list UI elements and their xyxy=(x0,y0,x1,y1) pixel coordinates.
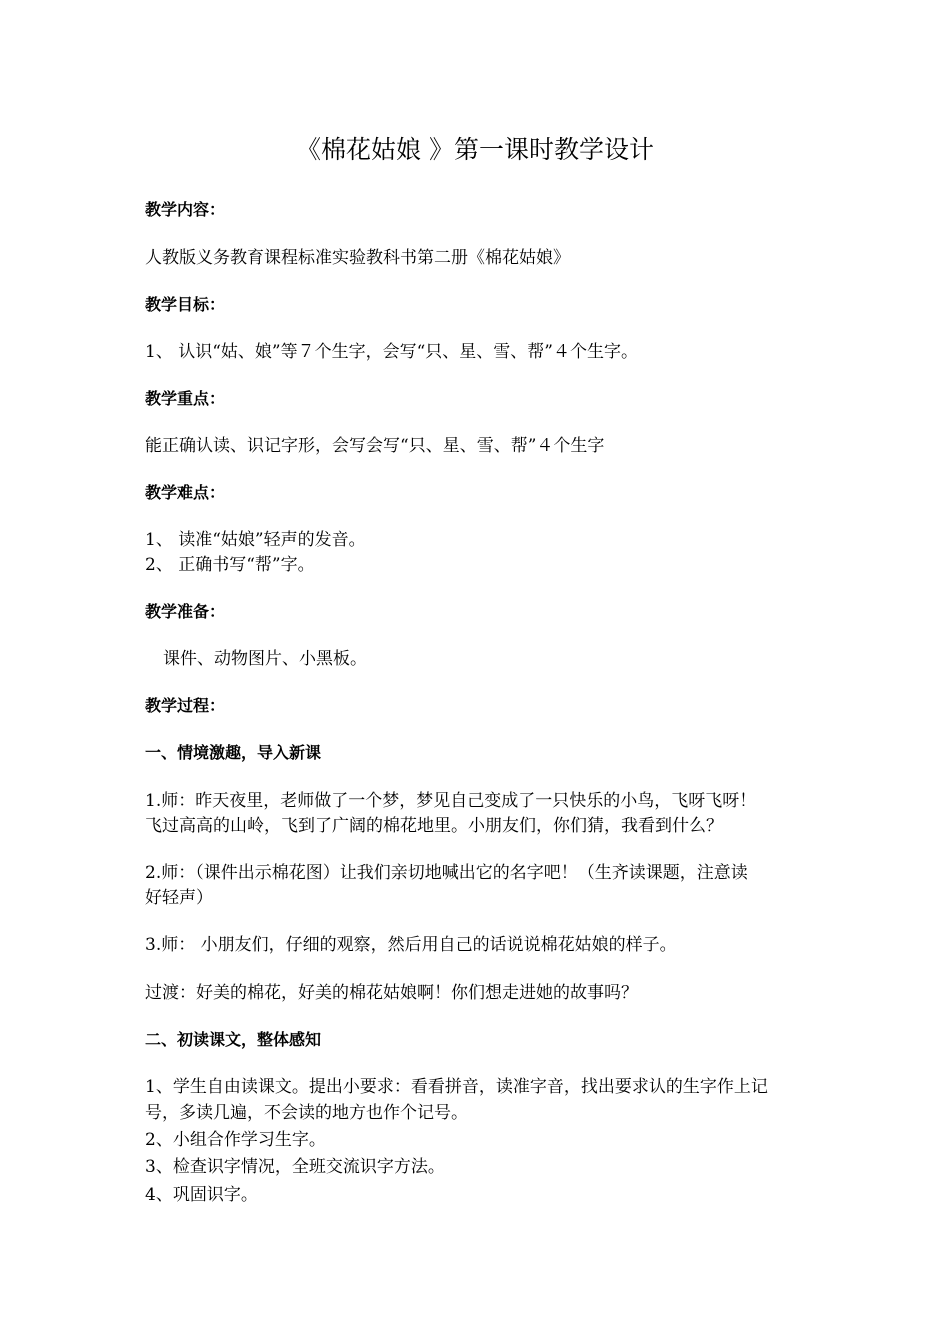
content-text: 人教版义务教育课程标准实验教科书第二册《棉花姑娘》 xyxy=(145,248,570,268)
page-title: 《棉花姑娘 》第一课时教学设计 xyxy=(296,135,654,164)
key-heading: 教学重点： xyxy=(145,389,226,408)
section1-paragraph-1-line-2: 飞过高高的山岭，飞到了广阔的棉花地里。小朋友们，你们猜，我看到什么？ xyxy=(145,816,723,836)
goal-item-1: 1、 认识“姑、娘”等７个生字，会写“只、星、雪、帮”４个生字。 xyxy=(145,342,638,362)
section2-heading: 二、初读课文，整体感知 xyxy=(145,1030,322,1049)
section2-paragraph-4: 4、巩固识字。 xyxy=(145,1185,258,1205)
process-heading: 教学过程： xyxy=(145,696,226,715)
section1-paragraph-2-line-1: 2.师：（课件出示棉花图）让我们亲切地喊出它的名字吧！（生齐读课题，注意读 xyxy=(145,863,748,883)
difficulty-item-1: 1、 读准“姑娘”轻声的发音。 xyxy=(145,530,366,550)
prep-text: 课件、动物图片、小黑板。 xyxy=(163,649,367,669)
goal-heading: 教学目标： xyxy=(145,295,226,314)
section2-paragraph-2: 2、小组合作学习生字。 xyxy=(145,1130,326,1150)
content-heading: 教学内容： xyxy=(145,200,226,219)
section1-paragraph-3: 3.师： 小朋友们，仔细的观察，然后用自己的话说说棉花姑娘的样子。 xyxy=(145,935,677,955)
difficulty-item-2: 2、 正确书写“帮”字。 xyxy=(145,555,315,575)
section2-paragraph-3: 3、检查识字情况，全班交流识字方法。 xyxy=(145,1157,445,1177)
section1-paragraph-2-line-2: 好轻声） xyxy=(145,888,213,908)
difficulty-heading: 教学难点： xyxy=(145,483,226,502)
section1-transition: 过渡：好美的棉花，好美的棉花姑娘啊！你们想走进她的故事吗？ xyxy=(145,983,638,1003)
section2-paragraph-1-line-1: 1、学生自由读课文。提出小要求：看看拼音，读准字音，找出要求认的生字作上记 xyxy=(145,1077,768,1097)
section2-paragraph-1-line-2: 号，多读几遍，不会读的地方也作个记号。 xyxy=(145,1103,468,1123)
section1-paragraph-1-line-1: 1.师：昨天夜里，老师做了一个梦，梦见自己变成了一只快乐的小鸟，飞呀飞呀！ xyxy=(145,791,757,811)
section1-heading: 一、情境激趣，导入新课 xyxy=(145,743,322,762)
prep-heading: 教学准备： xyxy=(145,602,226,621)
key-text: 能正确认读、识记字形，会写会写“只、星、雪、帮”４个生字 xyxy=(145,436,605,456)
